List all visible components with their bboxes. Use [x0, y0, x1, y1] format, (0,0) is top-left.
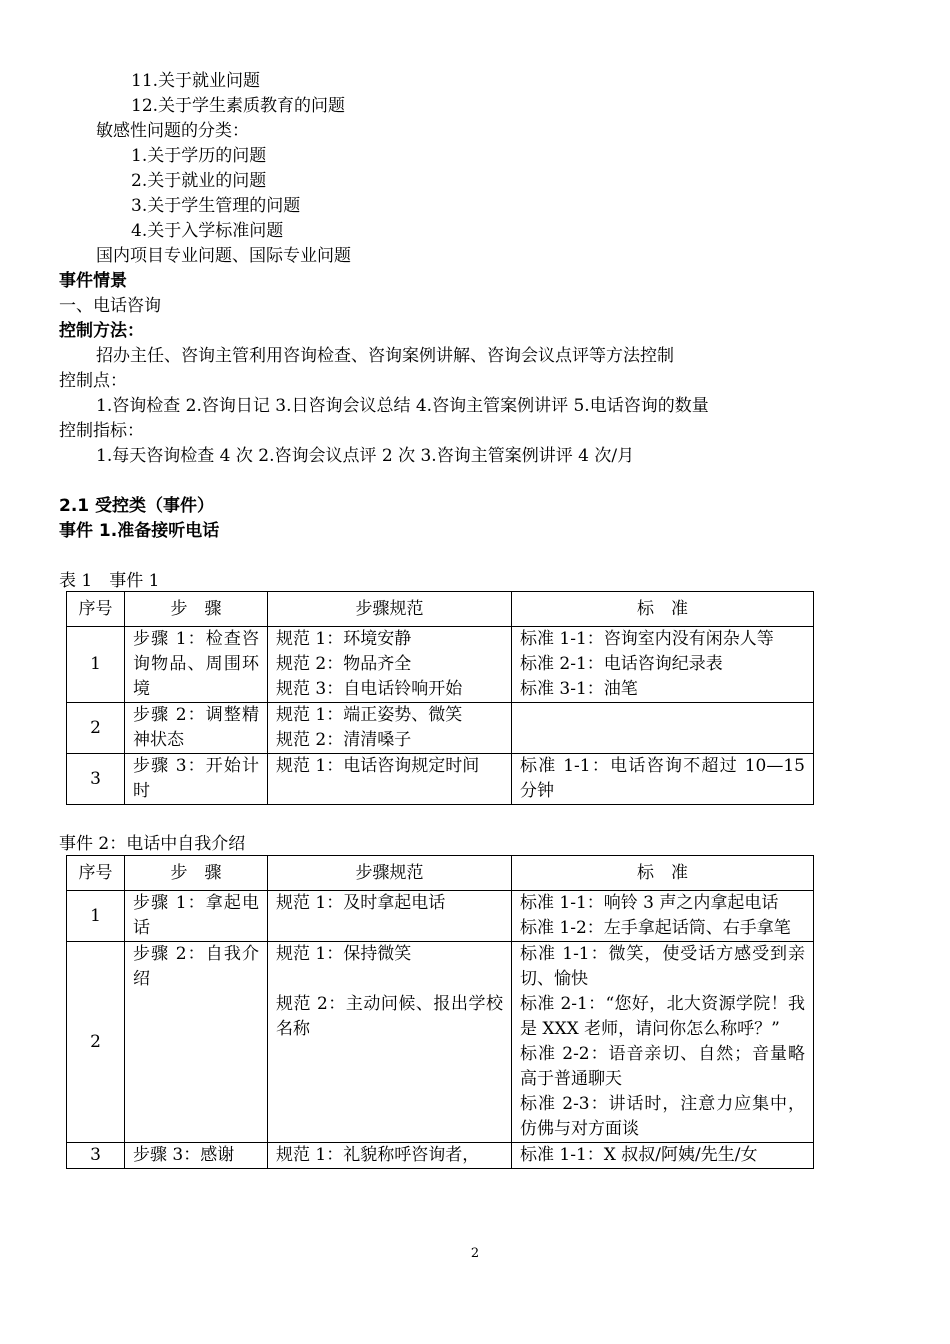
row-std: [512, 627, 814, 703]
std-line: 标准 1-1：响铃 3 声之内拿起电话: [520, 893, 779, 913]
std-line: 标准 1-1：咨询室内没有闲杂人等: [520, 629, 774, 649]
spec-line: 规范 1：电话咨询规定时间: [276, 756, 480, 776]
std-line: 标准 2-1：“您好，北大资源学院！我是 XXX 老师，请问你怎么称呼？”: [520, 994, 805, 1039]
table-row: [67, 627, 814, 703]
row-std: [512, 1143, 814, 1169]
row-spec: [268, 754, 512, 805]
phone-consult-heading: 一、电话咨询: [59, 296, 161, 316]
table-row: [67, 942, 814, 1143]
control-method-text: 招办主任、咨询主管利用咨询检查、咨询案例讲解、咨询会议点评等方法控制: [96, 346, 674, 366]
list-item: 11.关于就业问题: [131, 71, 261, 91]
list-item: 2.关于就业的问题: [131, 171, 267, 191]
row-no: 2: [67, 703, 125, 754]
spec-line: 规范 1：端正姿势、微笑: [276, 705, 463, 725]
row-no: 1: [67, 891, 125, 942]
std-line: 标准 1-1：电话咨询不超过 10—15 分钟: [520, 756, 805, 801]
std-line: 标准 2-3：讲话时，注意力应集中，仿佛与对方面谈: [520, 1094, 805, 1139]
spec-line: 规范 1：保持微笑: [276, 944, 412, 964]
page-number: 2: [470, 1246, 480, 1261]
row-step: 步骤 1：拿起电话: [125, 891, 268, 942]
row-no: 3: [67, 1143, 125, 1169]
row-std: [512, 754, 814, 805]
std-line: 标准 2-2：语音亲切、自然；音量略高于普通聊天: [520, 1044, 805, 1089]
event2-caption: 事件 2：电话中自我介绍: [59, 834, 246, 854]
row-step: 步骤 2：调整精神状态: [125, 703, 268, 754]
list-item: 1.关于学历的问题: [131, 146, 267, 166]
table-header-row: [67, 856, 814, 891]
col-header-spec: 步骤规范: [268, 856, 512, 891]
table1-caption: 表 1 事件 1: [59, 571, 160, 591]
row-step: 步骤 2：自我介绍: [125, 942, 268, 1143]
spec-line: 规范 1：礼貌称呼咨询者，: [276, 1145, 480, 1165]
std-line: 标准 2-1：电话咨询纪录表: [520, 654, 723, 674]
row-no: 2: [67, 942, 125, 1143]
col-header-spec: 步骤规范: [268, 592, 512, 627]
spec-line: 规范 2：清清嗓子: [276, 730, 412, 750]
row-step: 步骤 3：感谢: [125, 1143, 268, 1169]
row-spec: [268, 942, 512, 1143]
list-item: 3.关于学生管理的问题: [131, 196, 301, 216]
control-point-title: 控制点：: [59, 371, 127, 391]
sensitive-heading: 敏感性问题的分类：: [96, 121, 249, 141]
col-header-std: 标 准: [512, 856, 814, 891]
row-std: [512, 703, 814, 754]
row-step: 步骤 3：开始计时: [125, 754, 268, 805]
event-scenario-heading: 事件情景: [59, 271, 127, 291]
std-line: 标准 3-1：油笔: [520, 679, 638, 699]
spacer: [276, 967, 503, 992]
spec-line: 规范 1：及时拿起电话: [276, 893, 446, 913]
event1-title: 事件 1.准备接听电话: [59, 521, 220, 541]
row-std: [512, 891, 814, 942]
row-step: 步骤 1：检查咨询物品、周围环境: [125, 627, 268, 703]
spec-line: 规范 2：物品齐全: [276, 654, 412, 674]
control-index-text: 1.每天咨询检查 4 次 2.咨询会议点评 2 次 3.咨询主管案例讲评 4 次/月: [96, 446, 635, 466]
control-index-title: 控制指标：: [59, 421, 144, 441]
event2-table: [66, 855, 814, 1169]
col-header-no: 序号: [67, 592, 125, 627]
col-header-step: 步 骤: [125, 856, 268, 891]
control-point-text: 1.咨询检查 2.咨询日记 3.日咨询会议总结 4.咨询主管案例讲评 5.电话咨询的数量: [96, 396, 709, 416]
table-row: [67, 703, 814, 754]
row-std: [512, 942, 814, 1143]
spec-line: 规范 3：自电话铃响开始: [276, 679, 463, 699]
list-item: 12.关于学生素质教育的问题: [131, 96, 346, 116]
spec-line: 规范 2：主动问候、报出学校名称: [276, 994, 503, 1039]
row-spec: [268, 703, 512, 754]
event1-table: [66, 591, 814, 805]
table-row: [67, 891, 814, 942]
table-row: [67, 754, 814, 805]
table-row: [67, 1143, 814, 1169]
spec-line: 规范 1：环境安静: [276, 629, 412, 649]
std-line: 标准 1-2：左手拿起话筒、右手拿笔: [520, 918, 791, 938]
row-spec: [268, 1143, 512, 1169]
col-header-step: 步 骤: [125, 592, 268, 627]
table-header-row: [67, 592, 814, 627]
col-header-no: 序号: [67, 856, 125, 891]
std-line: 标准 1-1：微笑，使受话方感受到亲切、愉快: [520, 944, 805, 989]
col-header-std: 标 准: [512, 592, 814, 627]
section-title: 2.1 受控类（事件）: [59, 496, 215, 516]
row-spec: [268, 891, 512, 942]
list-item: 4.关于入学标准问题: [131, 221, 284, 241]
row-spec: [268, 627, 512, 703]
std-line: 标准 1-1：X 叔叔/阿姨/先生/女: [520, 1145, 758, 1165]
row-no: 3: [67, 754, 125, 805]
row-no: 1: [67, 627, 125, 703]
control-method-title: 控制方法：: [59, 321, 144, 341]
domestic-line: 国内项目专业问题、国际专业问题: [96, 246, 351, 266]
